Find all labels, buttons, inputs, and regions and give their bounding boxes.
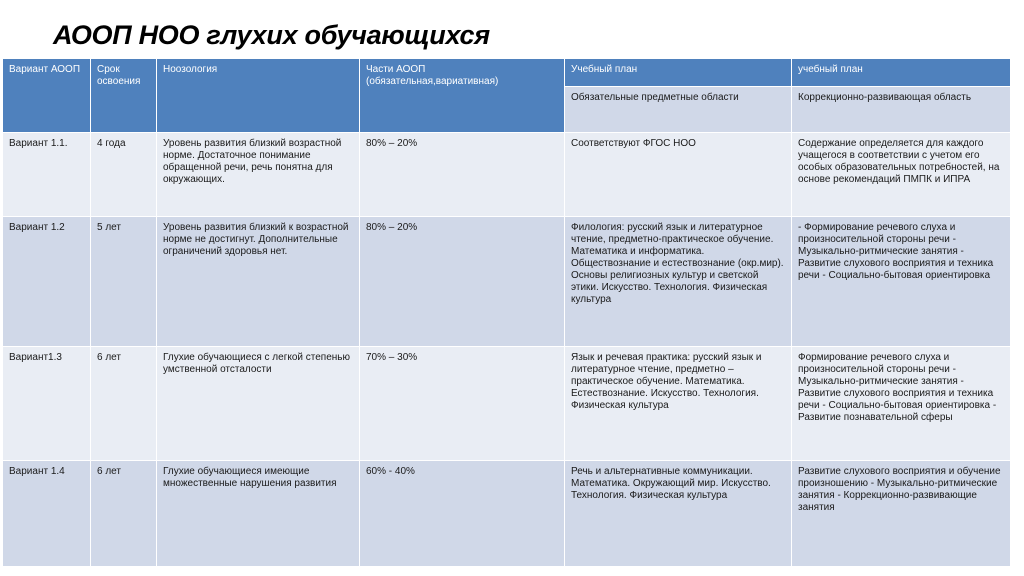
header-variant: Вариант АООП [3, 59, 91, 133]
table-header-row [3, 59, 1011, 87]
cell-parts: 60% - 40% [360, 461, 565, 567]
cell-nosology: Глухие обучающиеся с легкой степенью умственной отсталости [157, 347, 360, 461]
cell-nosology: Уровень развития близкий к возрастной норме не достигнут. Дополнительные ограничений здоровья нет. [157, 217, 360, 347]
cell-variant: Вариант1.3 [3, 347, 91, 461]
table-row [3, 461, 1011, 567]
cell-variant: Вариант 1.1. [3, 133, 91, 217]
cell-mandatory: Язык и речевая практика: русский язык и литературное чтение, предметно – практическое обучение. Математика. Естествознание. Искусство. Технология. Физическая культура [565, 347, 792, 461]
table-row [3, 347, 1011, 461]
cell-term: 4 года [91, 133, 157, 217]
header-plan-mandatory: Учебный план [565, 59, 792, 87]
cell-mandatory: Соответствуют ФГОС НОО [565, 133, 792, 217]
cell-parts: 80% – 20% [360, 217, 565, 347]
cell-nosology: Глухие обучающиеся имеющие множественные нарушения развития [157, 461, 360, 567]
table-row [3, 133, 1011, 217]
header-nosology: Ноозология [157, 59, 360, 133]
header-term: Срок освоения [91, 59, 157, 133]
cell-correction: Содержание определяется для каждого учащегося в соответствии с учетом его особых образовательных потребностей, на основе рекомендаций ПМПК и ИПРА [792, 133, 1011, 217]
header-parts: Части АООП (обязательная,вариативная) [360, 59, 565, 133]
cell-correction: Развитие слухового восприятия и обучение произношению - Музыкально-ритмические занятия - Коррекционно-развивающие занятия [792, 461, 1011, 567]
cell-term: 6 лет [91, 347, 157, 461]
cell-variant: Вариант 1.4 [3, 461, 91, 567]
subheader-mandatory: Обязательные предметные области [565, 87, 792, 133]
cell-correction: - Формирование речевого слуха и произносительной стороны речи - Музыкально-ритмические занятия - Развитие слухового восприятия и техника речи - Социально-бытовая ориентировка [792, 217, 1011, 347]
slide-title: АООП НОО глухих обучающихся [53, 20, 490, 50]
cell-variant: Вариант 1.2 [3, 217, 91, 347]
header-plan-correction: учебный план [792, 59, 1011, 87]
cell-term: 6 лет [91, 461, 157, 567]
cell-nosology: Уровень развития близкий возрастной норме. Достаточное понимание обращенной речи, речь понятна для окружающих. [157, 133, 360, 217]
subheader-correction: Коррекционно-развивающая область [792, 87, 1011, 133]
cell-parts: 70% – 30% [360, 347, 565, 461]
cell-mandatory: Филология: русский язык и литературное чтение, предметно-практическое обучение. Математика и информатика. Обществознание и естествознание (окр.мир). Основы религиозных культур и светской этики. Искусство. Технология. Физическая культура [565, 217, 792, 347]
aoop-table [2, 58, 1011, 567]
cell-parts: 80% – 20% [360, 133, 565, 217]
cell-term: 5 лет [91, 217, 157, 347]
cell-correction: Формирование речевого слуха и произносительной стороны речи - Музыкально-ритмические занятия - Развитие слухового восприятия и техника речи - Социально-бытовая ориентировка - Развитие познавательной сферы [792, 347, 1011, 461]
table-row [3, 217, 1011, 347]
cell-mandatory: Речь и альтернативные коммуникации. Математика. Окружающий мир. Искусство. Технология. Физическая культура [565, 461, 792, 567]
